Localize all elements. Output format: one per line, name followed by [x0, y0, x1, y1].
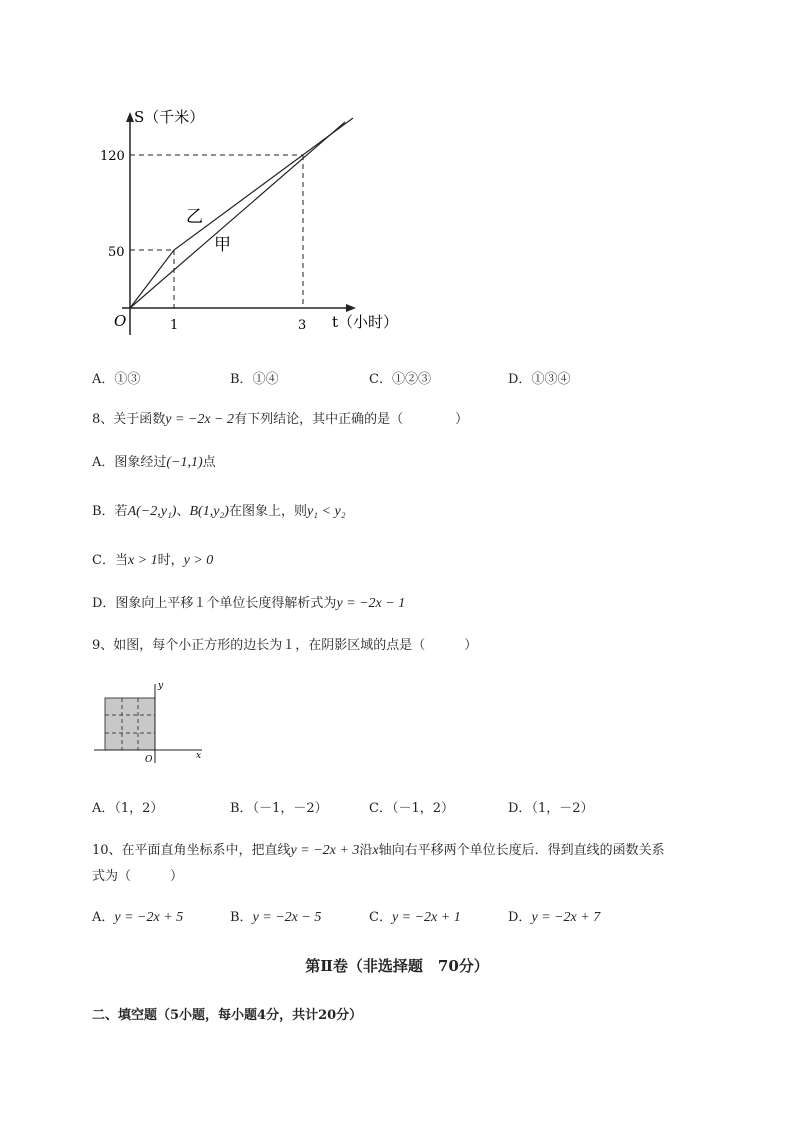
- q10-option-c: C．y = −2x + 1: [369, 910, 461, 925]
- distance-time-graph: [100, 100, 400, 340]
- line-label-jia: 甲: [214, 235, 231, 255]
- y-axis-label: S（千米）: [134, 108, 205, 126]
- part-heading: 二、填空题（5小题，每小题4分，共计20分）: [92, 1008, 363, 1023]
- q10-option-b: B．y = −2x − 5: [230, 910, 322, 925]
- y-axis-arrow: [126, 112, 134, 122]
- q8-option-c: C．当x > 1时，y > 0: [92, 553, 214, 568]
- q9-x-label: x: [196, 751, 202, 761]
- q10-option-d: D．y = −2x + 7: [508, 910, 601, 925]
- q9-stem: 9、如图，每个小正方形的边长为１，在阴影区域的点是（ ）: [92, 638, 478, 653]
- q10-stem-line2: 式为（ ）: [92, 869, 184, 884]
- q9-option-a: A．（1，2）: [92, 801, 164, 816]
- q9-option-c: C．（－1，2）: [369, 801, 454, 816]
- q7-option-b: B．①④: [230, 372, 279, 387]
- origin-label: O: [114, 312, 127, 330]
- tick-label-3: 3: [298, 318, 307, 333]
- q7-option-d: D．①③④: [508, 372, 571, 387]
- q9-y-label: y: [158, 681, 164, 691]
- q10-option-a: A．y = −2x + 5: [92, 910, 184, 925]
- x-axis-label: t（小时）: [332, 313, 399, 331]
- tick-label-50: 50: [108, 245, 125, 260]
- q8-stem: 8、关于函数y = −2x − 2有下列结论，其中正确的是（ ）: [92, 412, 469, 427]
- q7-option-c: C．①②③: [369, 372, 431, 387]
- q8-option-a: A．图象经过(−1,1)点: [92, 455, 216, 470]
- tick-label-1: 1: [170, 318, 179, 333]
- q9-option-d: D．（1，－2）: [508, 801, 594, 816]
- shaded-region: [105, 698, 155, 750]
- q9-grid-figure: [90, 678, 210, 768]
- q7-option-a: A．①③: [92, 372, 141, 387]
- q9-option-b: B．（－1，－2）: [230, 801, 328, 816]
- q8-option-d: D．图象向上平移１个单位长度得解析式为y = −2x − 1: [92, 596, 406, 611]
- q9-origin: O: [145, 755, 153, 765]
- section-title: 第Ⅱ卷（非选择题 70分）: [305, 957, 489, 975]
- q10-stem: 10、在平面直角坐标系中，把直线y = −2x + 3沿x轴向右平移两个单位长度后．得到直线的函数关系: [92, 843, 665, 858]
- q8-option-b: B．若A(−2,y₁)、B(1,y₂)在图象上，则y₁ < y₂: [92, 504, 346, 519]
- x-axis-arrow: [346, 304, 356, 312]
- line-label-yi: 乙: [186, 207, 203, 227]
- line-jia: [130, 122, 345, 308]
- tick-label-120: 120: [100, 149, 125, 164]
